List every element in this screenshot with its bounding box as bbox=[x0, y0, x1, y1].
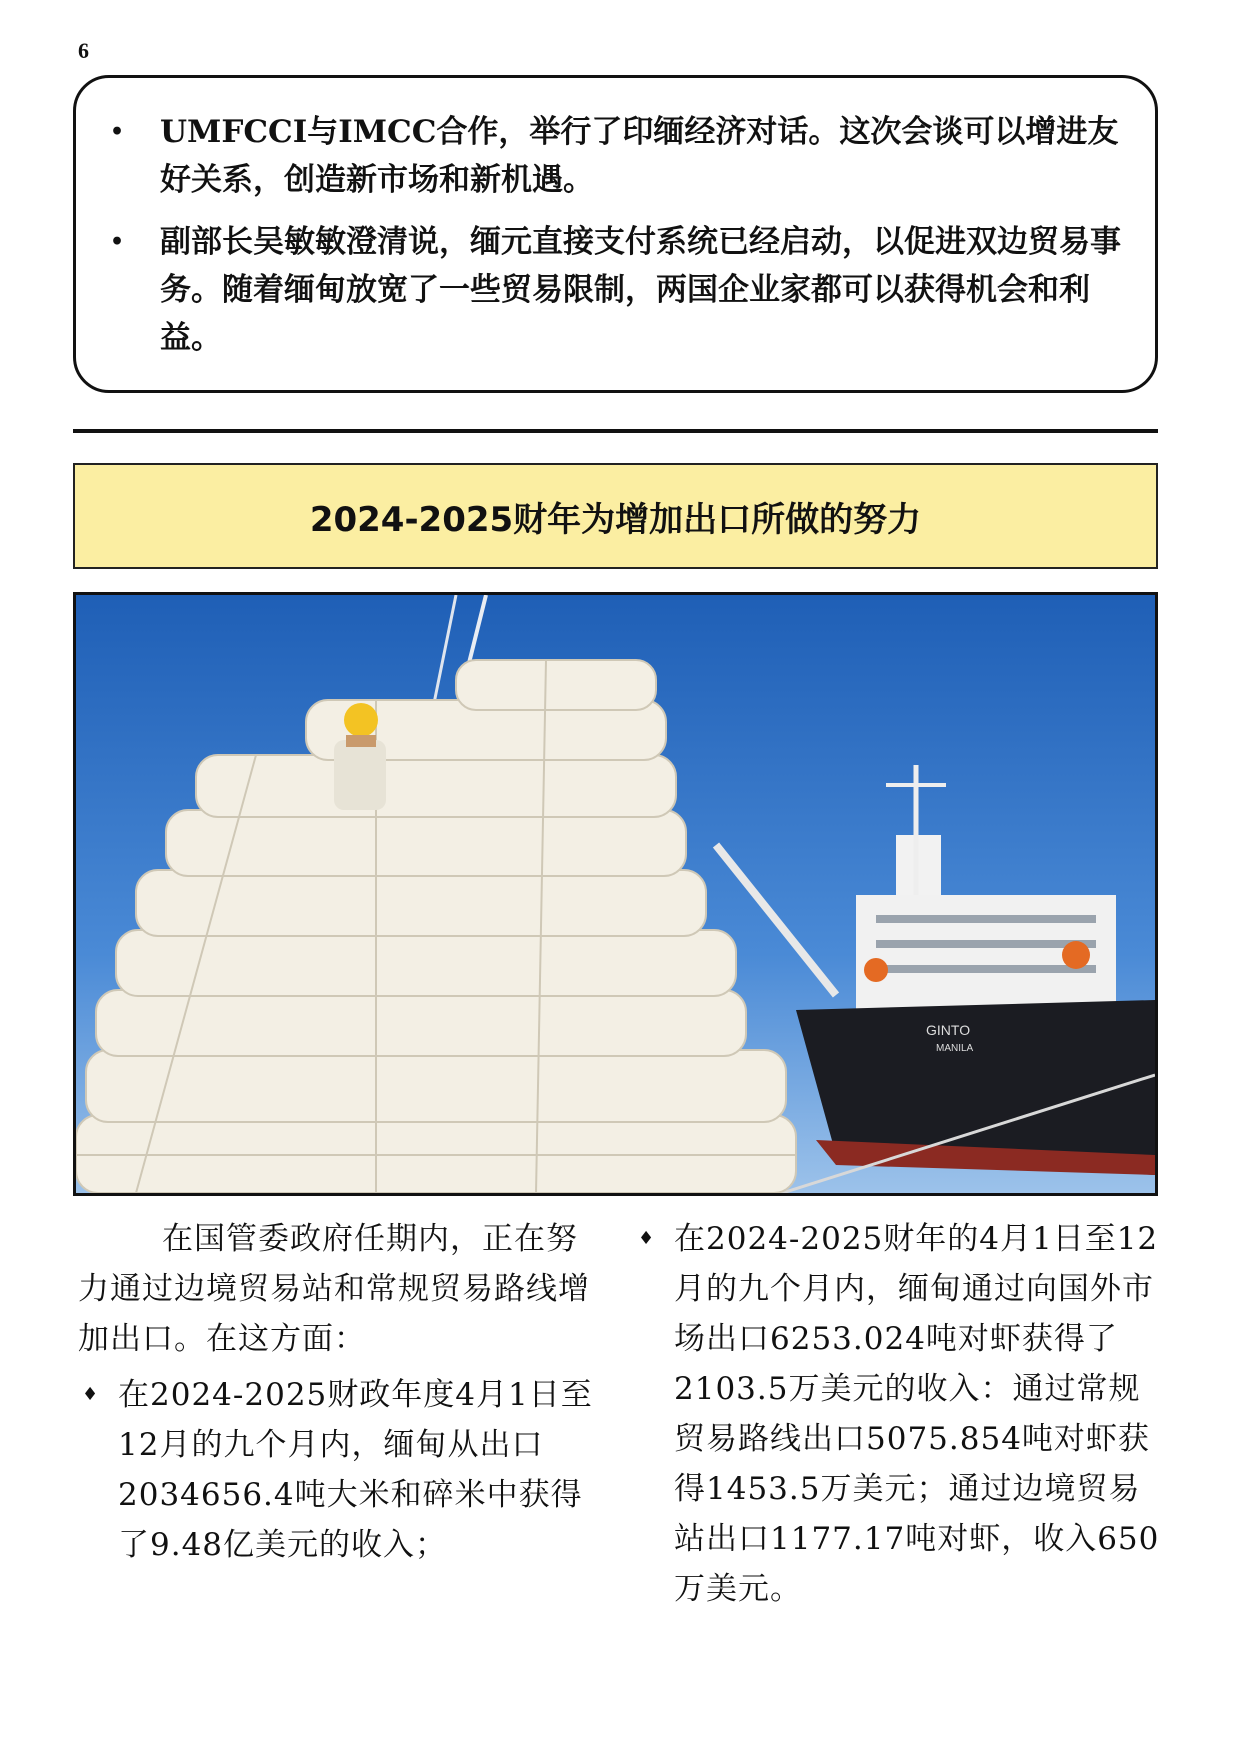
summary-item bbox=[104, 108, 1133, 204]
summary-list bbox=[104, 108, 1133, 362]
section-headline bbox=[73, 463, 1158, 569]
page-number: 6 bbox=[78, 38, 89, 63]
intro-paragraph: 在国管委政府任期内，正在努力通过边境贸易站和常规贸易路线增加出口。在这方面： bbox=[78, 1221, 590, 1357]
summary-item-text: UMFCCI与IMCC合作，举行了印缅经济对话。这次会谈可以增进友好关系，创造新市场和新机遇。 bbox=[160, 114, 1119, 198]
bullet-icon: • bbox=[110, 229, 125, 255]
summary-box bbox=[73, 75, 1158, 393]
ship-name: GINTO bbox=[926, 1022, 971, 1038]
shrimp-export-text: 在2024-2025财年的4月1日至12月的九个月内，缅甸通过向国外市场出口6253.024吨对虾获得了2103.5万美元的收入：通过常规贸易路线出口5075.854吨对虾获得1453.5万美元；通过边境贸易站出口1177.17吨对虾，收入650万美元。 bbox=[674, 1221, 1160, 1607]
rice-export-item bbox=[78, 1370, 598, 1570]
section-divider bbox=[73, 429, 1158, 433]
right-column bbox=[634, 1214, 1164, 1614]
photo-illustration bbox=[76, 595, 1155, 1193]
rice-export-photo bbox=[73, 592, 1158, 1196]
rice-export-text: 在2024-2025财政年度4月1日至12月的九个月内，缅甸从出口2034656.4吨大米和碎米中获得了9.48亿美元的收入； bbox=[118, 1377, 593, 1563]
left-column bbox=[78, 1214, 598, 1570]
summary-item bbox=[104, 218, 1133, 362]
summary-item-text: 副部长吴敏敏澄清说，缅元直接支付系统已经启动，以促进双边贸易事务。随着缅甸放宽了一些贸易限制，两国企业家都可以获得机会和利益。 bbox=[160, 224, 1121, 356]
ship-port: MANILA bbox=[936, 1043, 974, 1054]
shrimp-export-item bbox=[634, 1214, 1164, 1614]
diamond-bullet-icon: ♦ bbox=[638, 1228, 656, 1249]
headline-text: 2024-2025财年为增加出口所做的努力 bbox=[309, 499, 922, 540]
diamond-bullet-icon: ♦ bbox=[82, 1384, 100, 1405]
bullet-icon: • bbox=[110, 119, 125, 145]
